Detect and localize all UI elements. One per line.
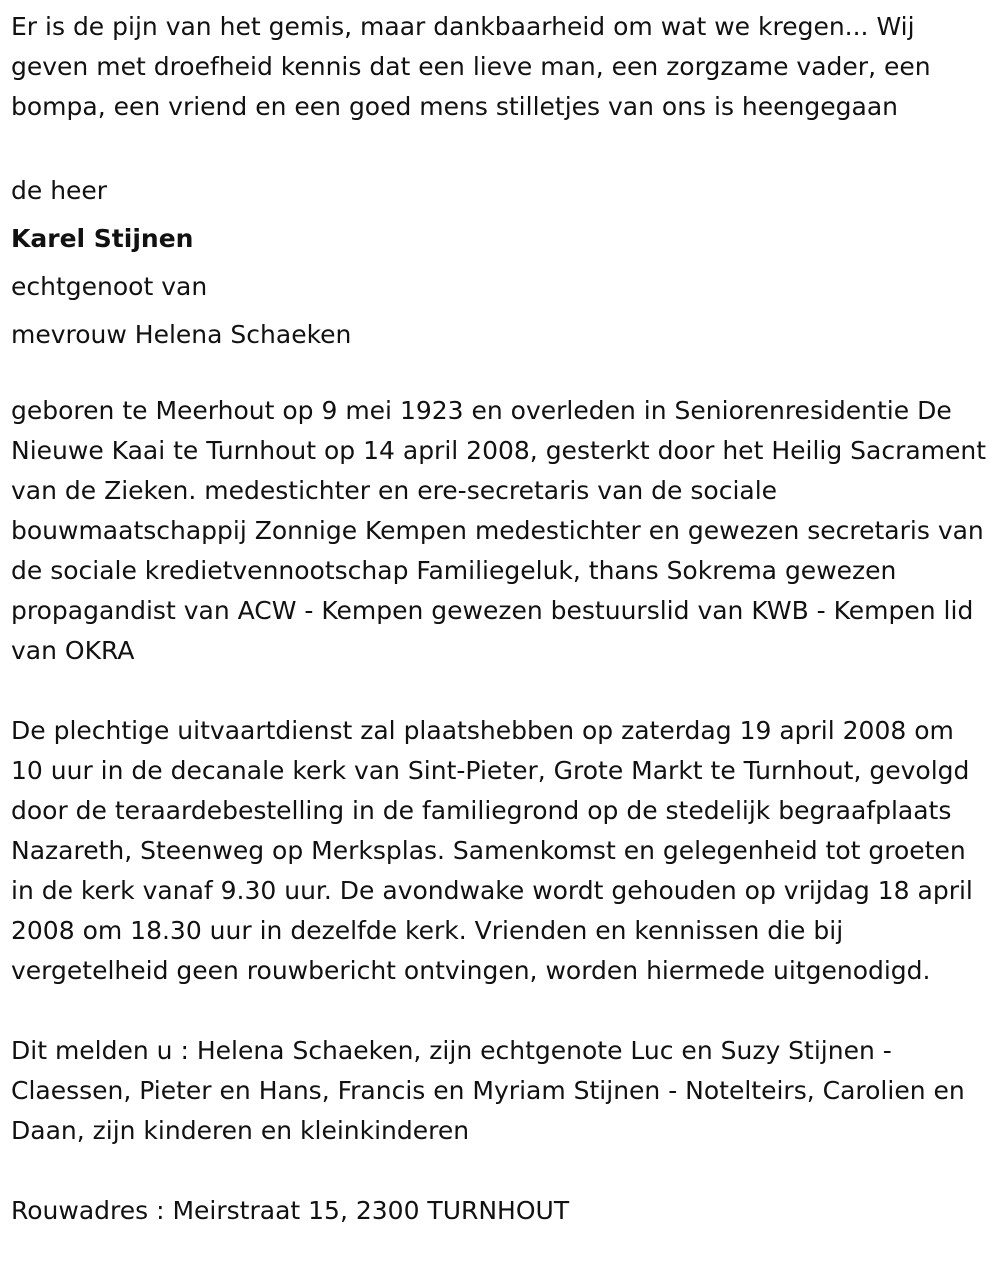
funeral-paragraph: De plechtige uitvaartdienst zal plaatshebben op zaterdag 19 april 2008 om 10 uur in de decanale kerk van Sint-Pieter, Grote Markt te Turnhout, gevolgd door de teraardebestelling in de familiegrond op de stedelijk begraafplaats Nazareth, Steenweg op Merksplas. Samenkomst en gelegenheid tot groeten in de kerk vanaf 9.30 uur. De avondwake wordt gehouden op vrijdag 18 april 2008 om 18.30 uur in dezelfde kerk. Vrienden en kennissen die bij vergetelheid geen rouwbericht ontvingen, worden hiermede uitgenodigd. [11, 716, 973, 985]
spacer [11, 991, 990, 1031]
address-line: Rouwadres : Meirstraat 15, 2300 TURNHOUT [11, 1196, 570, 1225]
spacer [11, 127, 990, 167]
salutation: de heer [11, 176, 108, 205]
relation-label: echtgenoot van [11, 272, 208, 301]
deceased-name: Karel Stijnen [11, 224, 194, 253]
intro-paragraph: Er is de pijn van het gemis, maar dankbaarheid om wat we kregen... Wij geven met droefheid kennis dat een lieve man, een zorgzame vader, een bompa, een vriend en een goed mens stilletjes van ons is heengegaan [11, 12, 931, 121]
spacer [11, 671, 990, 711]
birth-death-paragraph: geboren te Meerhout op 9 mei 1923 en overleden in Seniorenresidentie De Nieuwe Kaai te Turnhout op 14 april 2008, gesterkt door het Heilig Sacrament van de Zieken. medestichter en ere-secretaris van de sociale bouwmaatschappij Zonnige Kempen medestichter en gewezen secretaris van de sociale kredietvennootschap Familiegeluk, thans Sokrema gewezen propagandist van ACW - Kempen gewezen bestuurslid van KWB - Kempen lid van OKRA [11, 396, 987, 665]
spouse-name: mevrouw Helena Schaeken [11, 320, 352, 349]
spacer [11, 1151, 990, 1191]
announcers-paragraph: Dit melden u : Helena Schaeken, zijn echtgenote Luc en Suzy Stijnen - Claessen, Pieter en Hans, Francis en Myriam Stijnen - Notelteirs, Carolien en Daan, zijn kinderen en kleinkinderen [11, 1036, 965, 1145]
spacer [11, 359, 990, 391]
